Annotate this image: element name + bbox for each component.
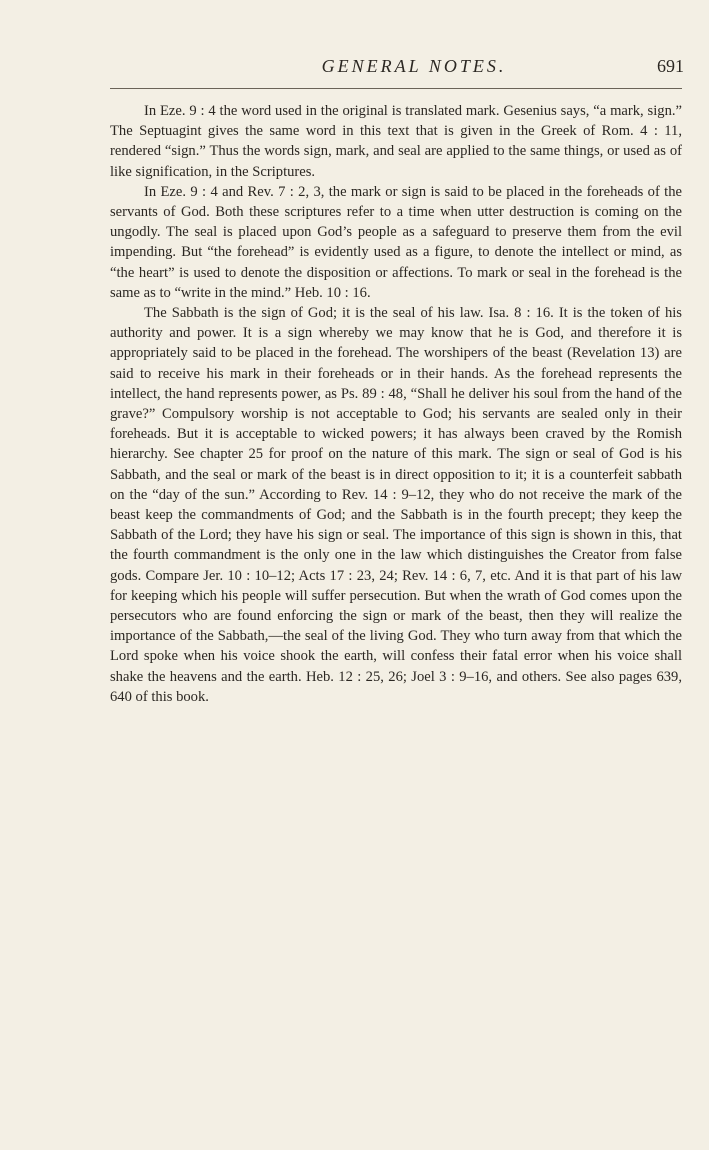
page-number: 691: [657, 56, 684, 76]
paragraph: In Eze. 9 : 4 the word used in the original is translated mark. Gesenius says, “a mark, sign.” The Septuagint gives the same word in this text that is given in the Greek of Rom. 4 : 11, rendered “sign.” Thus the words sign, mark, and seal are applied to the same things, or used as of like signification, in the Scriptures.: [110, 103, 682, 180]
body-text: [110, 101, 682, 707]
paragraph: In Eze. 9 : 4 and Rev. 7 : 2, 3, the mark or sign is said to be placed in the foreheads of the servants of God. Both these scriptures refer to a time when utter destruction is coming on the ungodly. The seal is placed upon God’s people as a safeguard to preserve them from the evil impending. But “the forehead” is evidently used as a figure, to denote the intellect or mind, as “the heart” is used to denote the disposition or affections. To mark or seal in the forehead is the same as to “write in the mind.” Heb. 10 : 16.: [110, 183, 682, 301]
paragraph: The Sabbath is the sign of God; it is the seal of his law. Isa. 8 : 16. It is the token of his authority and power. It is a sign whereby we may know that he is God, and therefore it is appropriately said to be placed in the forehead. The worshipers of the beast (Revelation 13) are said to receive his mark in their foreheads or in their hands. As the forehead represents the intellect, the hand represents power, as Ps. 89 : 48, “Shall he deliver his soul from the hand of the grave?” Compulsory worship is not acceptable to God; his servants are sealed only in their foreheads. But it is acceptable to wicked powers; it has always been craved by the Romish hierarchy. See chapter 25 for proof on the nature of this mark. The sign or seal of God is his Sabbath, and the seal or mark of the beast is in direct opposition to it; it is a counterfeit sabbath on the “day of the sun.” According to Rev. 14 : 9–12, they who do not receive the mark of the beast keep the commandments of God; and the Sabbath is in the fourth precept; they keep the Sabbath of the Lord; they have his sign or seal. The importance of this sign is shown in this, that the fourth commandment is the only one in the law which distinguishes the Creator from false gods. Compare Jer. 10 : 10–12; Acts 17 : 23, 24; Rev. 14 : 6, 7, etc. And it is that part of his law for keeping which his people will suffer persecution. But when the wrath of God comes upon the persecutors who are found enforcing the sign or mark of the beast, then they will realize the importance of the Sabbath,—the seal of the living God. They who turn away from that which the Lord spoke when his voice shook the earth, will confess their fatal error when his voice shall shake the heavens and the earth. Heb. 12 : 25, 26; Joel 3 : 9–16, and others. See also pages 639, 640 of this book.: [110, 305, 682, 705]
page-header: [108, 56, 684, 82]
running-head: GENERAL NOTES.: [321, 56, 507, 76]
header-rule: [110, 88, 682, 89]
